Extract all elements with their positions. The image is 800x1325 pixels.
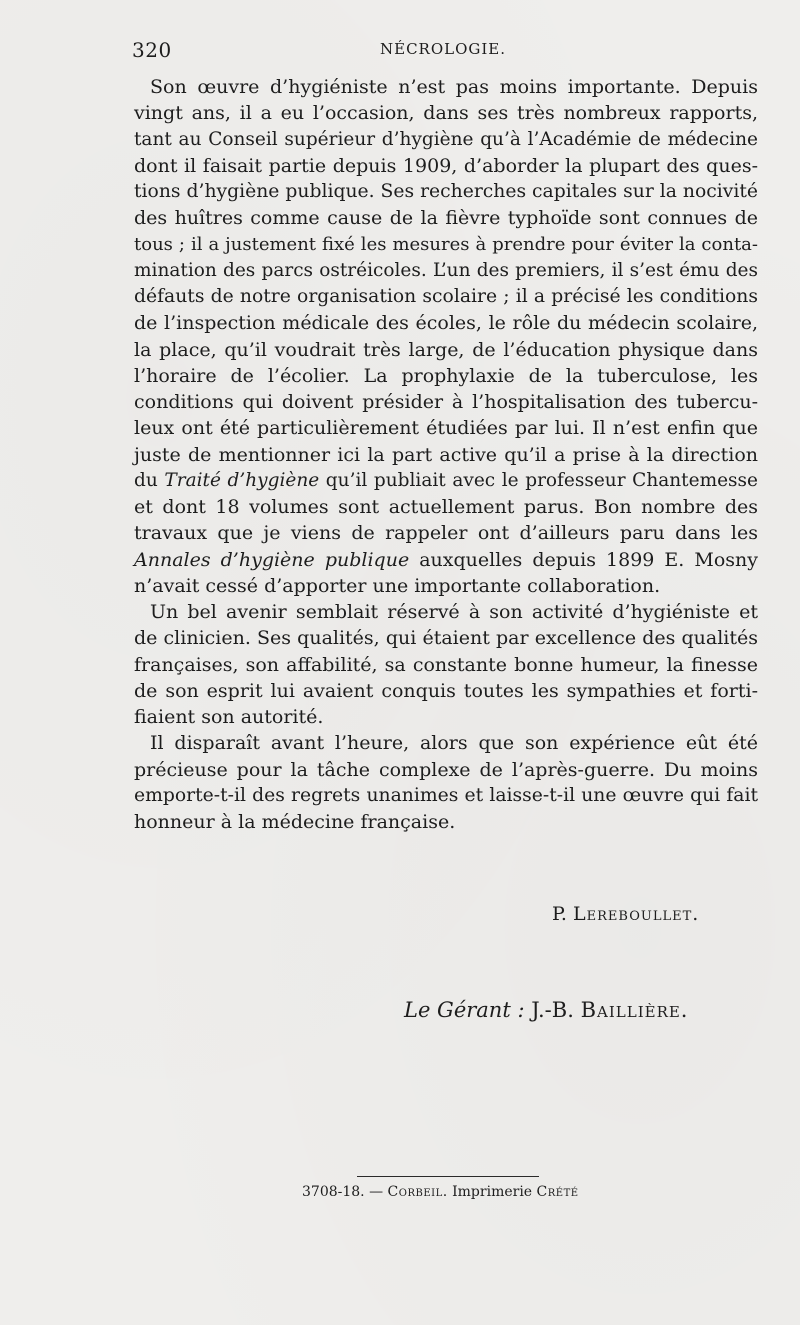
text-line: l’horaire de l’écolier. La prophylaxie de la tuberculose, les (134, 364, 758, 387)
text-line: fiaient son autorité. (134, 706, 324, 728)
text-line: françaises, son affabilité, sa constante bonne humeur, la finesse (134, 653, 758, 676)
text-line: vingt ans, il a eu l’occasion, dans ses très nombreux rapports, (134, 102, 758, 125)
text-fragment: auxquelles depuis 1899 E. Mosny (409, 548, 759, 571)
page-number: 320 (132, 38, 172, 62)
printer-imprint (302, 1184, 579, 1200)
italic-title-traite: Traité d’hygiène (164, 469, 320, 491)
text-line: défauts de notre organisation scolaire ; il a précisé les conditions (134, 286, 758, 307)
printer-text: Imprimerie (452, 1184, 533, 1200)
text-line: la place, qu’il voudrait très large, de l’éducation physique dans (134, 338, 758, 361)
gerant-label: Le Gérant : (404, 998, 525, 1022)
text-line: précieuse pour la tâche complexe de l’après-guerre. Du moins (134, 758, 758, 781)
printer-name: Crété (536, 1184, 579, 1200)
text-line-annales (134, 547, 758, 573)
text-line: de clinicien. Ses qualités, qui étaient par excellence des qualités (134, 627, 758, 650)
running-title: NÉCROLOGIE. (380, 40, 507, 58)
text-line: mination des parcs ostréicoles. L’un des premiers, il s’est ému des (134, 259, 758, 281)
text-line: Son œuvre d’hygiéniste n’est pas moins importante. Depuis (150, 76, 758, 98)
author-signature (552, 903, 699, 925)
printer-city: Corbeil. (387, 1184, 448, 1200)
obituary-body (134, 74, 758, 835)
gerant-name: Baillière. (580, 998, 689, 1022)
text-line: des huîtres comme cause de la fièvre typhoïde sont connues de (134, 207, 758, 230)
gerant-line (404, 998, 688, 1022)
text-line: emporte-t-il des regrets unanimes et laisse-t-il une œuvre qui fait (134, 784, 758, 806)
text-line: juste de mentionner ici la part active qu’il a prise à la direction (134, 443, 758, 466)
text-fragment: qu’il publiait avec le professeur Chantemesse (319, 469, 758, 491)
printer-dash: — (369, 1184, 384, 1200)
text-line: de l’inspection médicale des écoles, le rôle du médecin scolaire, (134, 312, 758, 335)
text-line: et dont 18 volumes sont actuellement parus. Bon nombre des (134, 496, 758, 518)
text-line: tant au Conseil supérieur d’hygiène qu’à l’Académie de médecine (134, 128, 758, 150)
text-line: Un bel avenir semblait réservé à son activité d’hygiéniste et (150, 601, 758, 623)
text-line: tous ; il a justement fixé les mesures à prendre pour éviter la conta- (134, 233, 758, 255)
printer-job-number: 3708-18. (302, 1184, 365, 1200)
text-line-traite (134, 468, 758, 494)
text-fragment: du (134, 469, 165, 491)
gerant-initials: J.-B. (531, 998, 574, 1022)
signature-initial: P. (552, 903, 567, 925)
text-line: conditions qui doivent présider à l’hospitalisation des tubercu- (134, 391, 758, 413)
text-line: dont il faisait partie depuis 1909, d’aborder la plupart des ques- (134, 154, 758, 177)
text-line: Il disparaît avant l’heure, alors que son expérience eût été (150, 732, 758, 755)
footer-rule (357, 1176, 539, 1177)
text-line: de son esprit lui avaient conquis toutes les sympathies et forti- (134, 679, 758, 702)
signature-surname: Lereboullet. (573, 903, 700, 925)
text-line: tions d’hygiène publique. Ses recherches capitales sur la nocivité (134, 181, 758, 202)
italic-title-annales: Annales d’hygiène publique (134, 548, 410, 571)
text-line: travaux que je viens de rappeler ont d’ailleurs paru dans les (134, 522, 758, 545)
text-line: honneur à la médecine française. (134, 811, 456, 833)
text-line: leux ont été particulièrement étudiées par lui. Il n’est enfin que (134, 417, 758, 440)
text-line: n’avait cessé d’apporter une importante collaboration. (134, 574, 661, 597)
